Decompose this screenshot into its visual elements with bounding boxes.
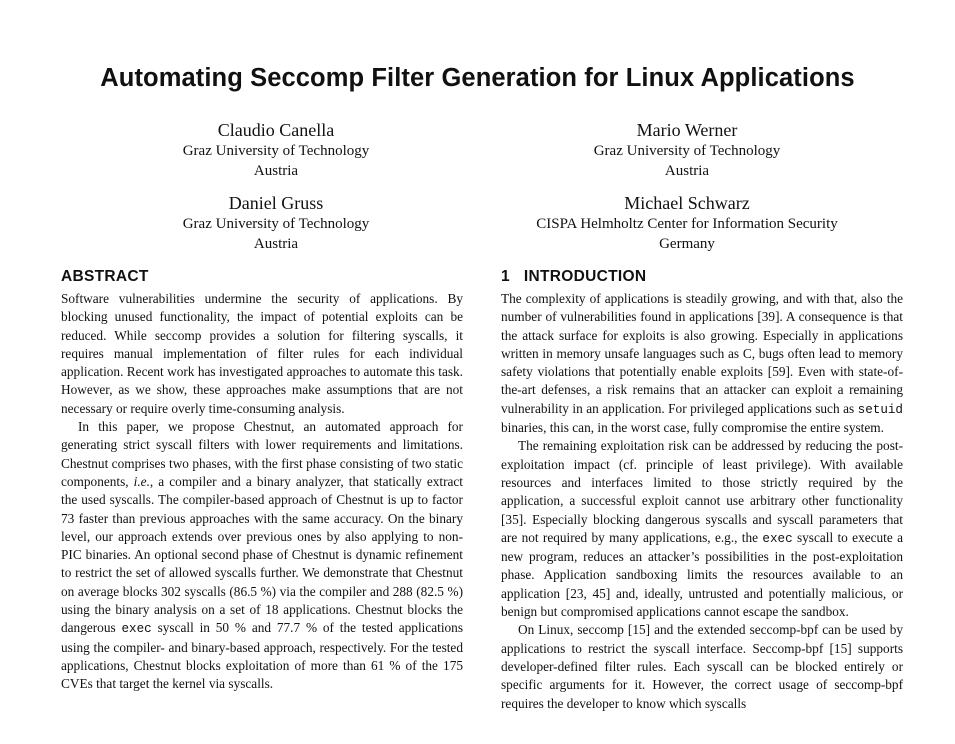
author-affiliation: Graz University of Technology — [182, 216, 370, 232]
section-number: 1 — [501, 268, 510, 285]
abstract-section — [61, 266, 463, 694]
author-name: Michael Schwarz — [624, 193, 750, 213]
author-country: Austria — [253, 163, 299, 179]
section-title: INTRODUCTION — [523, 268, 647, 285]
introduction-paragraph: The remaining exploitation risk can be addressed by reducing the post-exploitation impact (cf. principle of least privilege). With available resources and interfaces limited to those strictly required by the application, a successful exploit cannot use arbitrary other functionality [35]. Especially blocking dangerous syscalls and syscall parameters that are not required by many applications, e.g., the exec syscall to execute a new program, reduces an attacker’s possibilities in the post-exploitation phase. Application sandboxing limits the resources available to an application [23, 45] and, ideally, untrusted and potentially malicious, or benign but compromised applications cannot escape the sandbox. — [501, 438, 903, 620]
author-affiliation: Graz University of Technology — [593, 143, 781, 159]
abstract-paragraph: In this paper, we propose Chestnut, an automated approach for generating strict syscall filters with lower requirements and limitations. Chestnut comprises two phases, with the first phase consisting of two static components, i.e., a compiler and a binary analyzer, that statically extract the used syscalls. The compiler-based approach of Chestnut is up to factor 73 faster than previous approaches with the same accuracy. On the binary level, our approach extends over previous ones by also applying to non-PIC binaries. An optional second phase of Chestnut is dynamic refinement to restrict the set of allowed syscalls further. We demonstrate that Chestnut on average blocks 302 syscalls (86.5 %) via the compiler and 288 (82.5 %) using the binary analysis on a set of 18 applications. Chestnut blocks the dangerous exec syscall in 50 % and 77.7 % of the tested applications using the compiler- and binary-based approach, respectively. For the tested applications, Chestnut blocks exploitation of more than 61 % of the 175 CVEs that target the kernel via syscalls. — [61, 419, 464, 692]
introduction-paragraph: On Linux, seccomp [15] and the extended seccomp-bpf can be used by applications to restrict the syscall interface. Seccomp-bpf [15] supports developer-defined filter rules. Each syscall can be blocked entirely or specific arguments for it. However, the correct usage of seccomp-bpf requires the developer to know which syscalls — [501, 622, 903, 711]
author-country: Austria — [253, 236, 299, 252]
author-block — [487, 192, 887, 254]
author-name: Daniel Gruss — [228, 193, 324, 213]
author-block — [76, 119, 476, 181]
introduction-heading — [501, 266, 903, 288]
abstract-paragraph: Software vulnerabilities undermine the security of applications. By blocking unused functionality, the impact of potential exploits can be reduced. While seccomp provides a solution for filtering syscalls, it requires manual implementation of filter rules for each individual application. Recent work has investigated approaches to automate this task. However, as we show, these approaches make assumptions that are not necessary or require overly time-consuming analysis. — [61, 291, 463, 416]
author-affiliation: Graz University of Technology — [182, 143, 370, 159]
author-name: Claudio Canella — [217, 120, 335, 140]
author-name: Mario Werner — [636, 120, 738, 140]
author-country: Austria — [664, 163, 710, 179]
introduction-section — [501, 266, 903, 713]
paper-title: Automating Seccomp Filter Generation for Linux Applications — [100, 64, 855, 92]
author-block — [487, 119, 887, 181]
introduction-paragraph: The complexity of applications is steadily growing, and with that, also the number of vulnerabilities found in applications [39]. A consequence is that the attack surface for exploits is also growing. Especially in applications written in memory unsafe languages such as C, bugs often lead to memory safety violations that potentially enable exploits [59]. Even with state-of-the-art defenses, a risk remains that an attacker can exploit a remaining vulnerability in an application. For privileged applications such as setuid binaries, this can, in the worst case, fully compromise the entire system. — [501, 291, 903, 436]
abstract-heading: ABSTRACT — [61, 268, 149, 285]
author-country: Germany — [659, 236, 715, 252]
author-affiliation: CISPA Helmholtz Center for Information Security — [536, 216, 838, 232]
author-block — [76, 192, 476, 254]
